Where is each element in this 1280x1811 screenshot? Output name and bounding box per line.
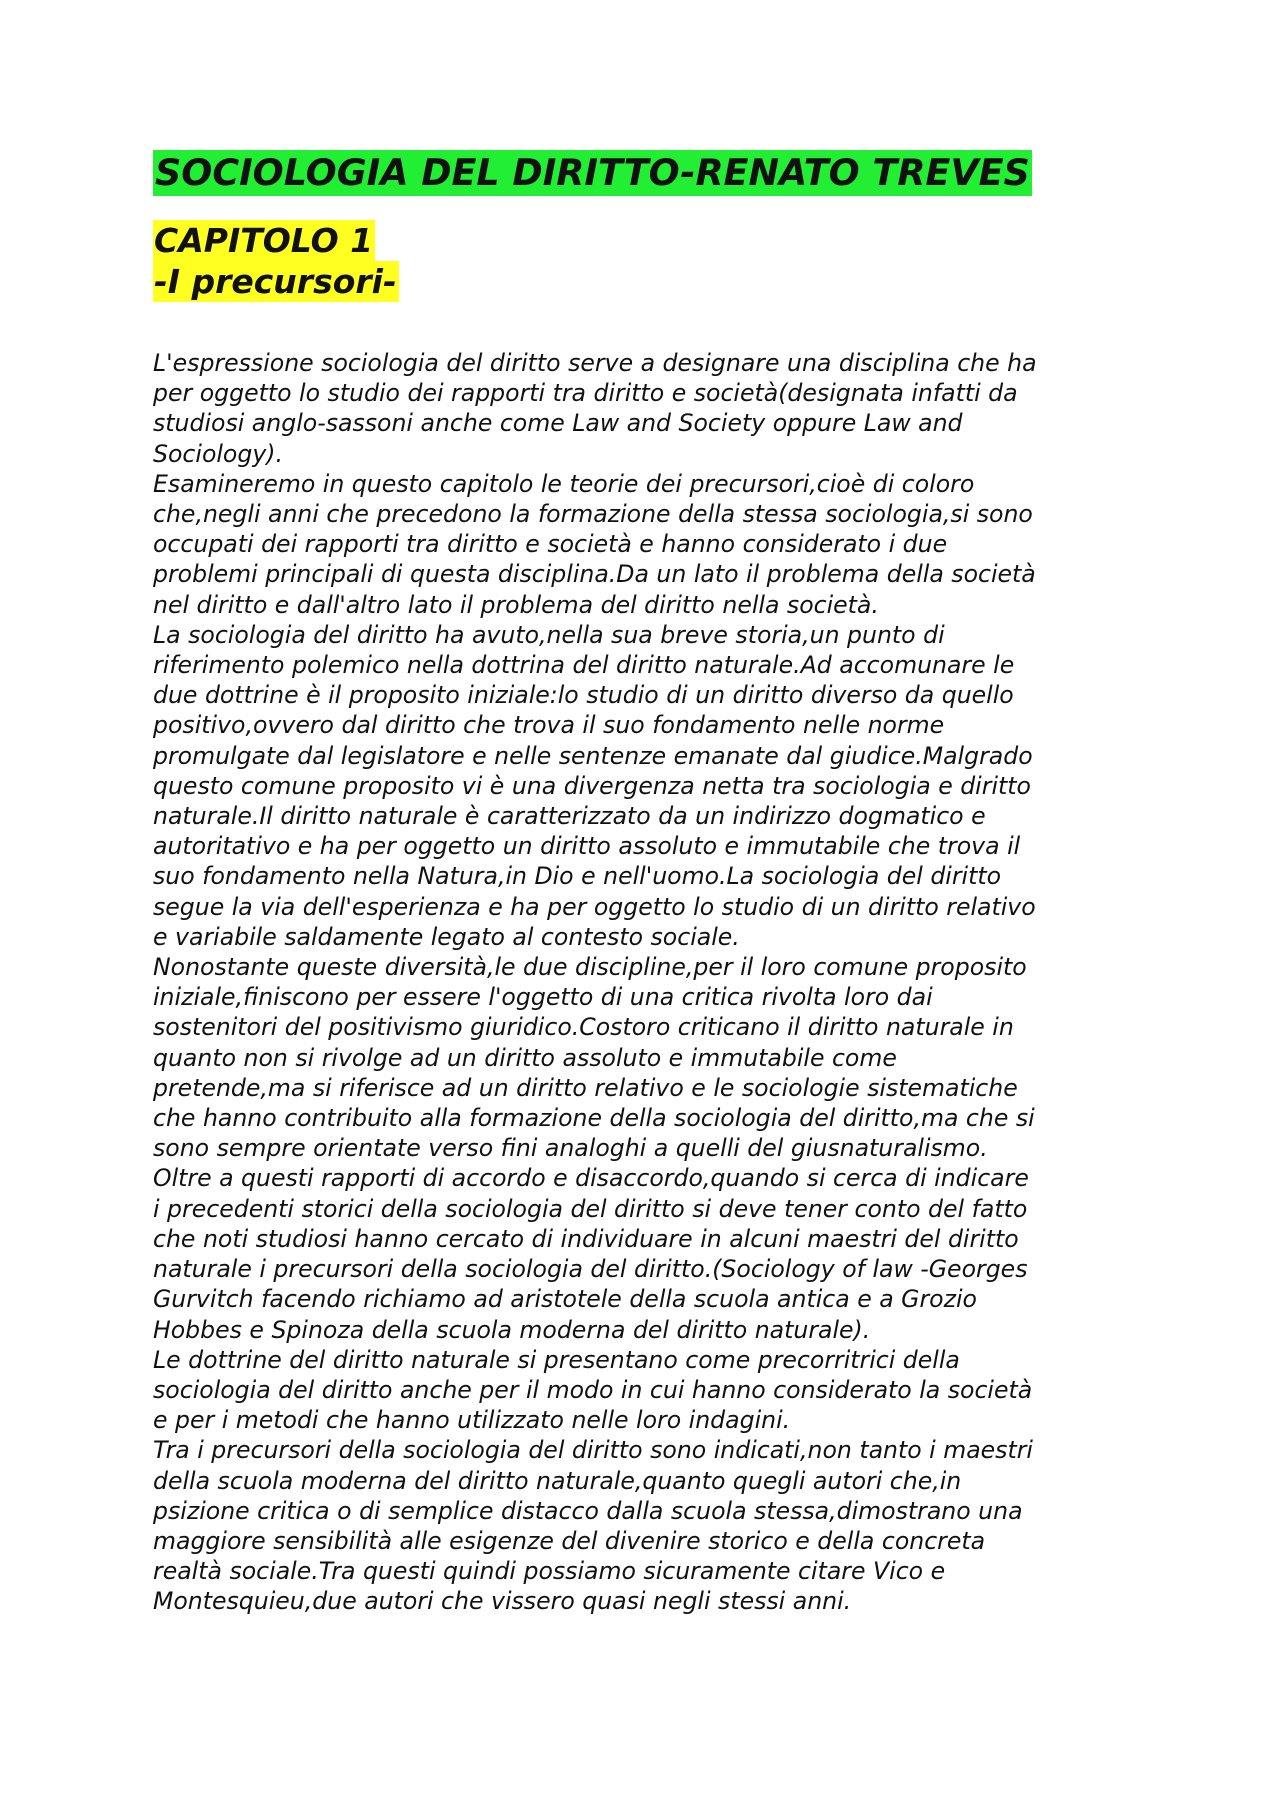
text-line: sono sempre orientate verso fini analoghi a quelli del giusnaturalismo. xyxy=(153,1134,988,1163)
text-line: e per i metodi che hanno utilizzato nelle loro indagini. xyxy=(153,1406,791,1435)
chapter-heading xyxy=(153,220,1153,302)
text-line: riferimento polemico nella dottrina del diritto naturale.Ad accomunare le xyxy=(153,651,1015,680)
body-paragraph xyxy=(153,348,1153,1617)
text-line: naturale.Il diritto naturale è caratterizzato da un indirizzo dogmatico e xyxy=(153,802,986,831)
text-line: realtà sociale.Tra questi quindi possiamo sicuramente citare Vico e xyxy=(153,1557,946,1586)
text-line: Hobbes e Spinoza della scuola moderna del diritto naturale). xyxy=(153,1315,871,1344)
text-line: segue la via dell'esperienza e ha per oggetto lo studio di un diritto relativo xyxy=(153,892,1036,921)
document-title: SOCIOLOGIA DEL DIRITTO-RENATO TREVES xyxy=(155,151,1030,194)
text-line: pretende,ma si riferisce ad un diritto relativo e le sociologie sistematiche xyxy=(153,1073,1018,1102)
text-line: quanto non si rivolge ad un diritto assoluto e immutabile come xyxy=(153,1043,897,1072)
text-line: psizione critica o di semplice distacco dalla scuola stessa,dimostrano una xyxy=(153,1496,1023,1525)
text-line: Nonostante queste diversità,le due discipline,per il loro comune proposito xyxy=(153,953,1027,982)
text-line: sostenitori del positivismo giuridico.Costoro criticano il diritto naturale in xyxy=(153,1013,1014,1042)
text-line: La sociologia del diritto ha avuto,nella sua breve storia,un punto di xyxy=(153,620,945,649)
text-line: nel diritto e dall'altro lato il problema del diritto nella società. xyxy=(153,590,879,619)
text-line: Esamineremo in questo capitolo le teorie dei precursori,cioè di coloro xyxy=(153,469,975,498)
text-line: e variabile saldamente legato al contesto sociale. xyxy=(153,922,740,951)
text-line: i precedenti storici della sociologia del diritto si deve tener conto del fatto xyxy=(153,1194,1028,1223)
text-line: Gurvitch facendo richiamo ad aristotele della scuola antica e a Grozio xyxy=(153,1285,977,1314)
text-line: che hanno contribuito alla formazione della sociologia del diritto,ma che si xyxy=(153,1104,1035,1133)
text-line: della scuola moderna del diritto naturale,quanto quegli autori che,in xyxy=(153,1466,962,1495)
text-line: suo fondamento nella Natura,in Dio e nell'uomo.La sociologia del diritto xyxy=(153,862,1002,891)
text-line: iniziale,finiscono per essere l'oggetto di una critica rivolta loro dai xyxy=(153,983,933,1012)
text-line: autoritativo e ha per oggetto un diritto assoluto e immutabile che trova il xyxy=(153,832,1021,861)
text-line: Sociology). xyxy=(153,439,284,468)
chapter-title: -I precursori- xyxy=(154,262,397,301)
text-line: Oltre a questi rapporti di accordo e disaccordo,quando si cerca di indicare xyxy=(153,1164,1029,1193)
title-wrapper xyxy=(153,150,1153,196)
text-line: occupati dei rapporti tra diritto e società e hanno considerato i due xyxy=(153,530,948,559)
document-page xyxy=(153,150,1153,1617)
text-line: Montesquieu,due autori che vissero quasi negli stessi anni. xyxy=(153,1587,852,1616)
text-line: L'espressione sociologia del diritto serve a designare una disciplina che ha xyxy=(153,349,1037,377)
chapter-number: CAPITOLO 1 xyxy=(154,221,374,260)
text-line: due dottrine è il proposito iniziale:lo studio di un diritto diverso da quello xyxy=(153,681,1014,710)
text-line: che,negli anni che precedono la formazione della stessa sociologia,si sono xyxy=(153,500,1033,529)
text-line: che noti studiosi hanno cercato di individuare in alcuni maestri del diritto xyxy=(153,1224,1019,1253)
text-line: problemi principali di questa disciplina.Da un lato il problema della società xyxy=(153,560,1036,589)
text-line: naturale i precursori della sociologia del diritto.(Sociology of law -Georges xyxy=(153,1255,1028,1284)
text-line: promulgate dal legislatore e nelle sentenze emanate dal giudice.Malgrado xyxy=(153,741,1033,770)
text-line: maggiore sensibilità alle esigenze del divenire storico e della concreta xyxy=(153,1526,986,1555)
text-line: positivo,ovvero dal diritto che trova il suo fondamento nelle norme xyxy=(153,711,945,740)
text-line: sociologia del diritto anche per il modo in cui hanno considerato la società xyxy=(153,1375,1033,1404)
text-line: Tra i precursori della sociologia del diritto sono indicati,non tanto i maestri xyxy=(153,1436,1033,1465)
text-line: questo comune proposito vi è una divergenza netta tra sociologia e diritto xyxy=(153,771,1031,800)
text-line: studiosi anglo-sassoni anche come Law and Society oppure Law and xyxy=(153,409,963,438)
text-line: Le dottrine del diritto naturale si presentano come precorritrici della xyxy=(153,1345,960,1374)
text-line: per oggetto lo studio dei rapporti tra diritto e società(designata infatti da xyxy=(153,379,1018,408)
